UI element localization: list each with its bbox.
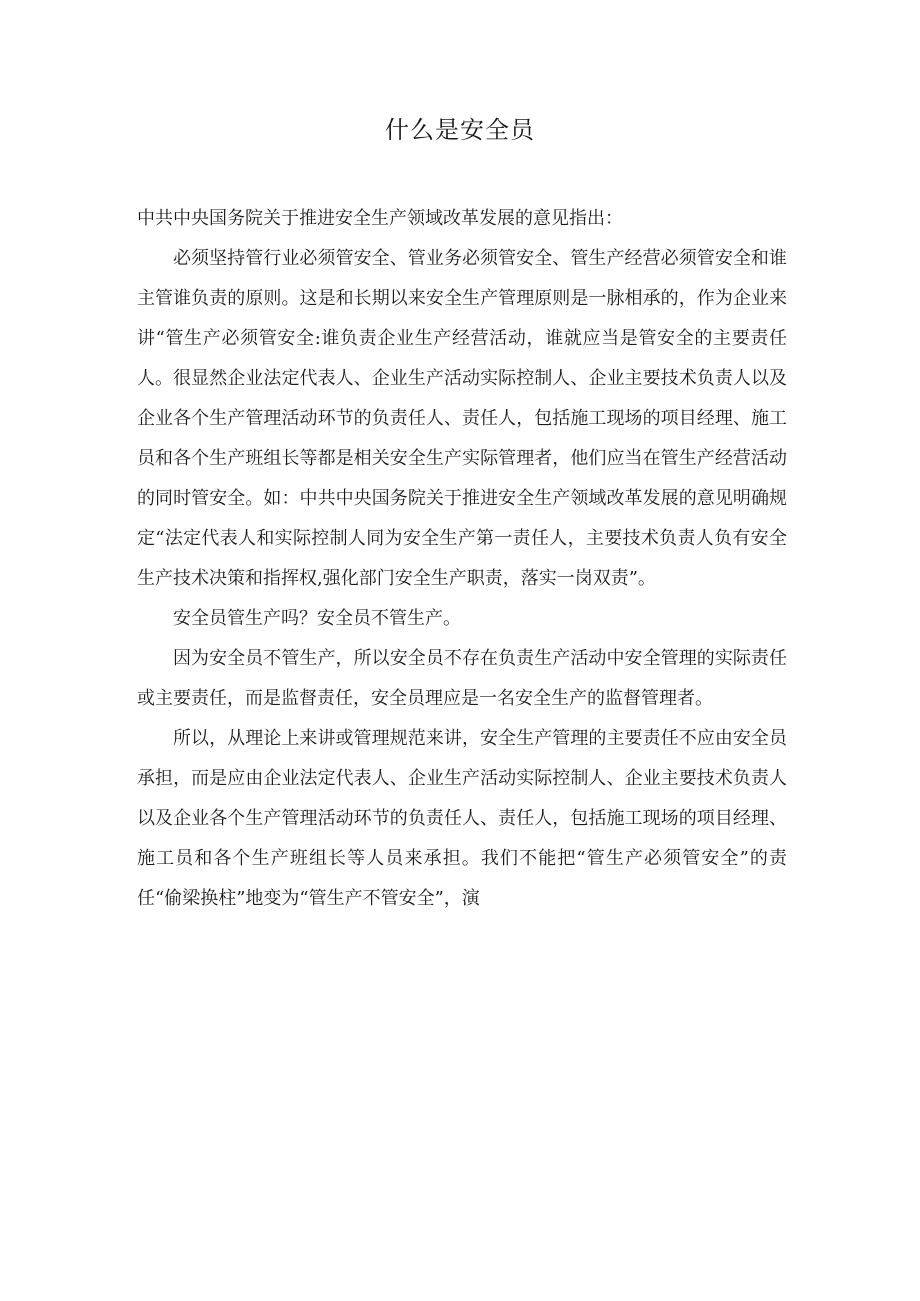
paragraph-intro: 中共中央国务院关于推进安全生产领域改革发展的意见指出： — [137, 208, 623, 229]
paragraph-principle: 必须坚持管行业必须管安全、管业务必须管安全、管生产经营必须管安全和谁主管谁负责的原则。这是和长期以来安全生产管理原则是一脉相承的，作为企业来讲“管生产必须管安全:谁负责企业生产经营活动，谁就应当是管安全的主要责任人。很显然企业法定代表人、企业生产活动实际控制人、企业主要技术负责人以及企业各个生产管理活动环节的负责任人、责任人，包括施工现场的项目经理、施工员和各个生产班组长等都是相关安全生产实际管理者，他们应当在管生产经营活动的同时管安全。如：中共中央国务院关于推进安全生产领域改革发展的意见明确规定“法定代表人和实际控制人同为安全生产第一责任人，主要技术负责人负有安全生产技术决策和指挥权,强化部门安全生产职责，落实一岗双责”。 — [137, 248, 787, 589]
document-body — [137, 199, 787, 919]
paragraph-question: 安全员管生产吗？安全员不管生产。 — [173, 608, 461, 629]
paragraph-supervision: 因为安全员不管生产，所以安全员不存在负责生产活动中安全管理的实际责任或主要责任，而是监督责任，安全员理应是一名安全生产的监督管理者。 — [137, 648, 787, 709]
paragraph-conclusion: 所以，从理论上来讲或管理规范来讲，安全生产管理的主要责任不应由安全员承担，而是应由企业法定代表人、企业生产活动实际控制人、企业主要技术负责人以及企业各个生产管理活动环节的负责任人、责任人，包括施工现场的项目经理、施工员和各个生产班组长等人员来承担。我们不能把“管生产必须管安全”的责任“偷梁换柱”地变为“管生产不管安全”，演 — [137, 728, 787, 909]
document-title: 什么是安全员 — [385, 116, 535, 144]
